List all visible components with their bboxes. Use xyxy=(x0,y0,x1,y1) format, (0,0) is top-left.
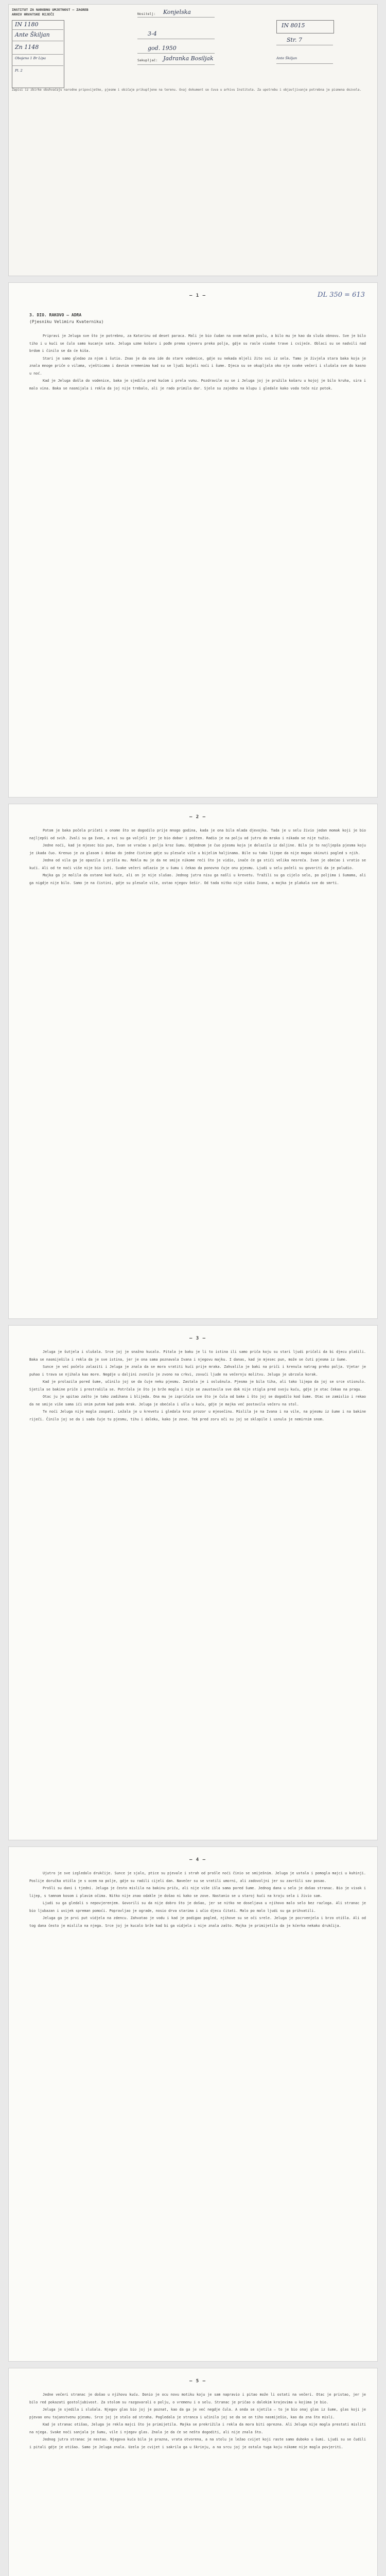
page-number: — 3 — xyxy=(189,1336,206,1341)
page-count: Str. 7 xyxy=(287,37,302,43)
archive-note: Zapisi iz zbirke obuhvaćaju narodne pripovijetke, pjesme i običaje prikupljene na terenu. Ovaj dokument se čuva u arhivu Instituta. Za upotrebu i objavljivanje potrebna je pismena dozvola. xyxy=(12,88,362,92)
narrator-name: Ante Škiljan xyxy=(276,56,297,60)
divider xyxy=(12,54,63,55)
story-subtitle: (Pjesniku Velimiru Kvaterniku) xyxy=(29,319,104,324)
page-body xyxy=(29,827,366,887)
paragraph: Jedna od vila ga je opazila i prišla mu. Rekla mu je da ne smije nikome reći što je vidio, inače će ga stići velika nesreća. Ivan je obećao i vratio se kući. Ali od te noći više nije bio isti. Svake večeri odlazio je u šumu i čekao da ponovno čuje onu pjesmu. Ljudi u selu počeli su govoriti da je poludio. xyxy=(29,858,366,870)
page-number: — 4 — xyxy=(189,1857,206,1862)
paragraph: Pripravi je Jeluga sve što je potrebno, za Katarinu od deset paraca. Mali je bio čudan na ovom malom poslu, a bilo mu je kao da sluša obnovu. Sve je bilo tiho i u kući se čulo samo kucanje sata. Jeluga uzme košaru i pođe prema sjeveru preko polja, gdje su rasle visoke trave i cvijeće. Oblaci su se nadvili nad brdom i činilo se da će kiša. xyxy=(29,334,366,353)
paragraph: Prošli su dani i tjedni. Jeluga je često mislila na bakinu priču, ali nije više išla sama pored šume. Jednog dana u selo je došao stranac. Bio je visok i lijep, s tamnom kosom i plavim očima. Nitko nije znao odakle je došao ni kako se zove. Nastanio se u staroj kući na kraju sela i živio sam. xyxy=(29,1886,366,1898)
page-body xyxy=(29,1870,366,1929)
paragraph: Ljudi su ga gledali s nepovjerenjem. Govorili su da nije dobro što je došao, jer se nitko ne doseljava u njihovo malo selo bez razloga. Ali stranac je bio ljubazan i uvijek spreman pomoći. Popravljao je ograde, nosio drva starima i učio djecu čitati. Malo po malo ljudi su ga prihvatili. xyxy=(29,1901,366,1913)
story-title: 3. DIO. RAKOVO — ADRA xyxy=(29,313,82,317)
paragraph: Kad je prolazila pored šume, učinilo joj se da čuje neku pjesmu. Zastala je i oslušnula. Pjesma je bila tiha, ali tako lijepa da joj se srce stisnulo. Sjetila se bakine priče i prestrašila se. Potrčala je što je brže mogla i nije se zaustavila sve dok nije stigla pred svoju kuću, gdje je otac čekao na pragu. xyxy=(29,1380,366,1392)
paragraph: Jedne noći, kad je mjesec bio pun, Ivan se vraćao s polja kroz šumu. Odjednom je čuo pjesmu koja je dolazila iz daljine. Bila je to najljepša pjesma koju je ikada čuo. Krenuo je za glasom i došao do jedne čistine gdje su plesale vile u bijelim haljinama. Bile su tako lijepe da nije mogao skinuti pogled s njih. xyxy=(29,843,366,855)
page-number: — 5 — xyxy=(189,2379,206,2384)
archive-stamp: DL 350 = 613 xyxy=(318,291,365,299)
paragraph: Potom je baka počela pričati o onome što se dogodilo prije mnogo godina, kada je ona bila mlada djevojka. Tada je u selu živio jedan momak koji je bio najljepši od svih. Zvali su ga Ivan, a svi su ga voljeli jer je bio dobar i pošten. Radio je na polju od jutra do mraka i nikada se nije tužio. xyxy=(29,828,366,840)
paragraph: Majka ga je molila da ostane kod kuće, ali on je nije slušao. Jednog jutra nisu ga našli u krevetu. Tražili su ga cijelo selo, po poljima i šumama, ali ga nigdje nije bilo. Samo je na čistini, gdje su plesale vile, ostao njegov šešir. Od tada nitko nije vidio Ivana, a majka je plakala sve do smrti. xyxy=(29,873,366,885)
record-number: IN 1180 xyxy=(15,21,39,28)
paragraph: Te noći Jeluga nije mogla zaspati. Ležala je u krevetu i gledala kroz prozor u mjesečinu. Mislila je na Ivana i na vile, na pjesmu iz šume i na bakine riječi. Činilo joj se da i sada čuje tu pjesmu, tihu i daleku, kako je zove. Tek pred zoru oči su joj se sklopile i usnula je nemirnim snom. xyxy=(29,1410,366,1421)
place-name: Ante Škiljan xyxy=(15,31,50,38)
divider xyxy=(137,53,215,54)
collector-label: Sakupljač: xyxy=(137,58,158,62)
bearer-value: Konjelska xyxy=(163,9,191,15)
page-body xyxy=(29,332,366,392)
divider xyxy=(276,63,333,64)
manuscript-page-4 xyxy=(8,1846,378,2362)
paragraph: Sunce je već počelo zalaziti i Jeluga je znala da se mora vratiti kući prije mraka. Zahvalila je baki na priči i krenula natrag preko polja. Vjetar je puhao i trava se njihala kao more. Negdje u daljini zvonilo je zvono na crkvi, zovući ljude na večernju molitvu. Jeluga je ubrzala korak. xyxy=(29,1365,366,1377)
collector-value: Jadranka Bosiljak xyxy=(163,55,214,62)
paragraph: Otac ju je upitao zašto je tako zadihana i blijeda. Ona mu je ispričala sve što je čula od bake i što joj se dogodilo kod šume. Otac se zamislio i rekao da ne smije više sama ići onim putem kad pada mrak. Jeluga je obećala i ušla u kuću, gdje je majka već postavila večeru na stol. xyxy=(29,1395,366,1406)
left-handwritten-2: Obojeno 1 Br Lipa xyxy=(15,56,46,60)
divider xyxy=(137,64,215,65)
page-body xyxy=(29,1348,366,1423)
year-value: god. 1950 xyxy=(148,45,177,52)
manuscript-page-5 xyxy=(8,2368,378,2576)
page-number: — 1 — xyxy=(189,293,206,298)
divider xyxy=(12,65,63,66)
manuscript-page-1 xyxy=(8,282,378,798)
paragraph: Jeluga je sjedila i slušala. Njegov glas bio joj je poznat, kao da ga je već negdje čula. A onda se sjetila — to je bio onaj glas iz šume, glas koji je pjevao onu tajanstvenu pjesmu. Srce joj je stalo od straha. Pogledala je stranca i učinilo joj se da se on tiho nasmiješio, kao da zna što misli. xyxy=(29,2408,366,2419)
paragraph: Ujutro je sve izgledalo drukčije. Sunce je sjalo, ptice su pjevale i strah od prošle noći činio se smiješnim. Jeluga je ustala i pomogla majci u kuhinji. Poslije doručka otišla je s ocem na polje, gdje su radili cijeli dan. Navečer su se vratili umorni, ali zadovoljni jer su završili sav posao. xyxy=(29,1871,366,1883)
paragraph: Kad je Jeluga došla do vodenice, baka je sjedila pred kućom i prela vunu. Pozdravile su se i Jeluga joj je pružila košaru u kojoj je bilo kruha, sira i malo vina. Baka se nasmijala i rekla da joj nije trebalo, ali je rado primila dar. Sjele su zajedno na klupu i gledale kako voda teče niz potok. xyxy=(29,379,366,391)
paragraph: Jednog jutra stranac je nestao. Njegova kuća bila je prazna, vrata otvorena, a na stolu je ležao cvijet koji raste samo duboko u šumi. Ljudi su se čudili i pitali gdje je otišao. Samo je Jeluga znala. Uzela je cvijet i sakrila ga u škrinju, a na srcu joj je ostala tuga koju nikome nije mogla povjeriti. xyxy=(29,2437,366,2449)
paragraph: Kad je stranac otišao, Jeluga je rekla majci što je primijetila. Majka se prekrižila i rekla da mora biti oprezna. Ali Jeluga nije mogla prestati misliti na njega. Svake noći sanjala je šumu, vile i njegov glas. Znala je da će se nešto dogoditi, ali nije znala što. xyxy=(29,2422,366,2434)
left-handwritten-3: Pl. 2 xyxy=(15,69,23,73)
page-number: — 2 — xyxy=(189,815,206,820)
page-body xyxy=(29,2391,366,2451)
paragraph: Jedne večeri stranac je došao u njihovu kuću. Donio je ocu novu motiku koju je sam napravio i pitao može li ostati na večeri. Otac je pristao, jer je bilo red pokazati gostoljubivost. Za stolom su razgovarali o polju, o vremenu i o selu. Stranac je pričao o dalekim krajevima u kojima je bio. xyxy=(29,2393,366,2404)
inventory-number: IN 8015 xyxy=(282,22,305,29)
bearer-label: Nositelj: xyxy=(137,12,156,16)
left-handwritten-1: Zn 1148 xyxy=(15,44,39,50)
story-title-block xyxy=(29,312,366,325)
archive-header-card xyxy=(8,4,378,276)
manuscript-page-2 xyxy=(8,804,378,1319)
institution-line-2: ARHIV HRVATSKE RIJEČI xyxy=(12,12,55,16)
paragraph: Stari je samo gledao za njom i šutio. Znao je da ona ide do stare vodenice, gdje su nekada mljeli žito svi iz sela. Tamo je živjela stara baka koja je znala mnoge priče o vilama, vješticama i davnim vremenima kad su se ljudi bojali noći i šume. Djeca su se okupljala oko nje svake večeri i slušala sve do kasno u noć. xyxy=(29,356,366,376)
date-value: 3-4 xyxy=(148,30,157,37)
divider xyxy=(12,29,63,30)
paragraph: Jeluga ga je prvi put vidjela na zdencu. Zahvatao je vodu i kad je podigao pogled, njihove su se oči srele. Jeluga je pocrvenjela i brzo otišla. Ali od tog dana često je mislila na njega. Srce joj je kucalo brže kad bi ga vidjela i nije znala zašto. Majka je primijetila da je kćerka nekako drukčija. xyxy=(29,1916,366,1928)
institution-name xyxy=(12,8,120,17)
manuscript-page-3 xyxy=(8,1325,378,1840)
institution-line-1: INSTITUT ZA NARODNU UMJETNOST — ZAGREB xyxy=(12,8,89,12)
paragraph: Jeluga je šutjela i slušala. Srce joj je snažno kucalo. Pitala je baku je li to istina ili samo priča koju su stari ljudi pričali da bi djecu plašili. Baka se nasmiješila i rekla da je sve istina, jer je ona sama poznavala Ivana i njegovu majku. I danas, kad je mjesec pun, može se čuti pjesma iz šume. xyxy=(29,1350,366,1362)
document xyxy=(8,4,378,2449)
divider xyxy=(137,17,215,18)
